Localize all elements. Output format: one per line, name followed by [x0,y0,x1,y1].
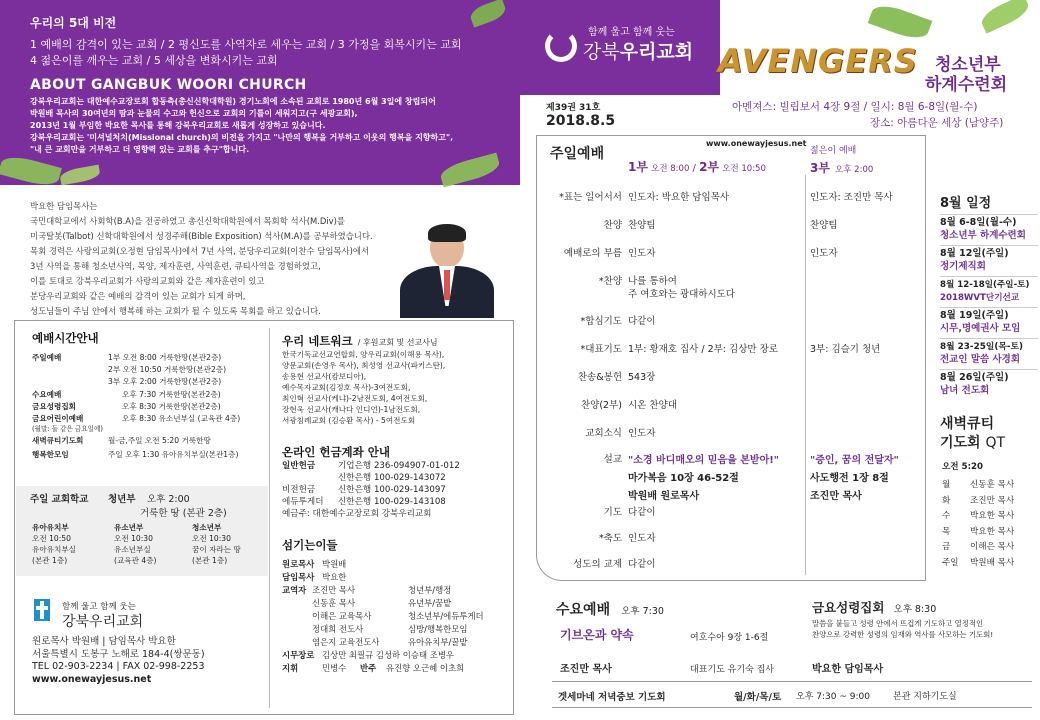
header-band-left [0,0,520,185]
friday-desc: 말씀을 붙들고 성령 안에서 뜨겁게 기도하고 열정적인 찬양으로 강력한 성령의 임재와 역사를 사모하는 기도회! [812,619,994,639]
vision-line-2: 4 젊은이를 깨우는 교회 / 5 세상을 변화시키는 교회 [30,54,278,67]
order-row: *표는 일어서서 인도자: 박요한 담임목사 인도자: 조진만 목사 [559,192,893,203]
wednesday-preacher: 조진만 목사 [560,664,612,675]
order-row: 찬양(2부) 시온 찬양대 [581,400,677,411]
divider [552,681,1032,682]
website: www.onewayjesus.net [706,139,807,148]
order-row: 찬송&봉헌 543장 [577,372,656,383]
network-header: 우리 네트워크 / 후원교회 및 선교사님 [282,334,438,348]
friday-header: 금요성령집회 오후 8:30 [812,600,937,615]
leaf-decoration [868,0,933,43]
schedule-title: 8월 일정 [940,196,992,211]
issue-date: 2018.8.5 [546,113,616,129]
contact-slogan: 함께 울고 함께 웃는 [62,602,136,612]
order-row: 성도의 교제 다같이 [573,559,656,570]
qt-time: 오전 5:20 [942,462,983,472]
church-logo-icon [545,30,577,62]
vision-title: 우리의 5대 비전 [30,16,117,30]
wednesday-ref: 여호수아 9장 1-6절 [690,633,769,643]
staff-list: 원로목사 박원배 담임목사 박요한 교역자 조진만 목사 청년부/행정 신동훈 목사 유년부/꿈밭 이해은 교육목사 청소년부/에듀투게더 정대희 전도사 심방/행복한모임 염은지 교육전도사 유아유치부/꿀밭 시무장로 김상만 최필규 김성하 이승태 조병우 지휘 민병수 반주 유진향 오근혜 이초희 [282,559,484,673]
giving-title: 온라인 헌금계좌 안내 [282,445,390,459]
order-row: *합심기도 다같이 [580,316,656,327]
gethsemane-place: 본관 지하기도실 [893,692,957,702]
order-row: 교회소식 인도자 [585,428,656,439]
school-col-2: 유소년부 오전 10:30 유소년부실 (교육관 4층) [114,523,157,565]
gethsemane-days: 월/화/목/토 [734,692,782,703]
wednesday-sermon: 기브온과 약속 [560,628,634,642]
event-detail-2: 장소: 아름다운 세상 (남양주) [870,117,1004,129]
about-title: ABOUT GANGBUK WOORI CHURCH [30,77,307,93]
divider [552,707,1032,708]
school-col-3: 청소년부 오전 10:30 꿈이 자라는 땅 (본관 1층) [192,523,241,565]
youth-place: 거룩한 땅 (본관 2층) [140,508,227,519]
gethsemane-title: 겟세마네 저녁중보 기도회 [558,692,666,703]
service-times-title: 예배시간안내 [32,331,99,345]
pastor-photo [392,222,500,318]
order-row: *찬양 나를 통하여 주 여호와는 광대하시도다 [598,276,735,300]
giving-list: 일반헌금 기업은행 236-094907-01-012 신한은행 100-029-143072 비전헌금 신한은행 100-029-143097 에듀투게더 신한은행 100-029-143108 예금주: 대한예수교장로회 강북우리교회 [282,461,460,519]
schedule-list: 8월 6-8일(월-수) 청소년부 하계수련회 8월 12일(주일) 정기제직회 8월 12-18일(주일-토) 2018WVT단기선교 8월 19일(주일) 시무,명예권사 모임 8월 23-25일(목-토) 전교인 말씀 사경회 8월 26일(주일) 남녀 전도회 [940,214,1038,397]
order-row: 찬양 찬양팀 찬양팀 [603,220,838,231]
event-detail-1: 아멘져스: 빌립보서 4장 9절 / 일시: 8월 6-8일(월-수) [732,101,978,113]
staff-title: 섬기는이들 [282,538,338,552]
order-row: 예배로의 부름 인도자 인도자 [563,248,838,259]
network-list: 한국기독교선교연합회, 양우리교회(이해용 목사), 양문교회(손영우 목사), 최성영 선교사(파키스탄), 송용현 선교사(캄보디아), 예수목자교회(김정호 목사)-3여전도회, 최인혁 선교사(케냐)-2남전도회, 4여전도회, 장현욱 선교사(캐나다 인디언)-1남전도회, 서광침례교회 (김승환 목사) - 5여전도회 [282,350,446,425]
event-title-1: 청소년부 [935,55,1001,75]
issue-number: 제39권 31호 [546,103,601,113]
worship-title: 주일예배 [550,146,605,162]
worship-parts: 1부 오전 8:00 / 2부 오전 10:50 [628,160,766,174]
church-name: 강북우리교회 [583,41,694,63]
contact-church-name: 강북우리교회 [62,614,144,630]
pastor-bio: 박요한 담임목사는 국민대학교에서 사회학(B.A)을 전공하였고 총신신학대학원에서 목회학 석사(M.Div)를 미국탈봇(Talbot) 신학대학원에서 성경주해(Bible Exposition) 석사(M.A)를 공부하였습니다. 목회 경력은 사랑의교회(오정현 담임목사)에서 7년 사역, 분당우리교회(이찬수 담임목사)에서 3년 사역을 통해 청소년사역, 목양, 제자훈련, 사역훈련, 큐티사역을 경험하였고, 이를 토대로 강북우리교회가 사랑의교회와 같은 제자훈련이 있고 분당우리교회와 같은 예배의 감격이 있는 교회가 되게 하며, 성도님들이 주님 안에서 행복해 하는 교회가 될 수 있도록 목회를 하고 있습니다. [30,201,373,316]
order-list [546,189,916,453]
worship-part3: 3부 오후 2:00 [810,161,874,175]
about-text: 강북우리교회는 대한예수교장로회 합동측(총신신학대학원) 경기노회에 소속된 교회로 1980년 6월 3일에 창립되어 박원배 목사의 30여년의 땀과 눈물의 수고와 헌신으로 교회의 기틀이 세워지고(구 세광교회), 2013년 1월 부임한 박요한 목사를 통해 강북우리교회로 새롭게 성장하고 있습니다. 강북우리교회는 '미셔널처치(Missional church)의 비전을 가지고 "나만의 행복을 거부하고 이웃의 행복을 지향하고", "내 큰 교회만을 거부하고 더 영향력 있는 교회를 추구"합니다. [30,97,454,154]
church-slogan: 함께 울고 함께 웃는 [588,27,675,38]
divider [269,328,270,708]
friday-preacher: 박요한 담임목사 [812,664,884,675]
youth-label: 청년부 [108,494,136,505]
qt-title: 새벽큐티 기도회 QT [940,416,1006,451]
wednesday-prayer: 대표기도 유기숙 집사 [690,665,774,675]
vision-line-1: 1 예배의 감격이 있는 교회 / 2 평신도를 사역자로 세우는 교회 / 3 가정을 회복시키는 교회 [30,38,462,51]
order-row: *축도 인도자 [598,533,656,544]
order-tail [546,504,916,582]
service-times-list: 주일예배 1부 오전 8:00 거룩한땅(본관2층) 2부 오전 10:50 거룩한땅(본관2층) 3부 오후 2:00 거룩한땅(본관2층) 수요예배 오후 7:30 거룩한땅(본관2층) 금요성령집회 오후 8:30 거룩한땅(본관2층) 금요어린이예배 오후 8:30 유소년부실 (교육관 4층) (월말: 둘 같은 금요일에) 새벽큐티기도회 월-금,주일 오전 5:20 거룩한땅 행복한모임 주일 오후 1:30 유아유치부실(본관1층) [32,353,241,459]
contact-info: 원로목사 박원배 | 담임목사 박요한 서울특별시 도봉구 노해로 184-4(쌍문동) TEL 02-903-2234 | FAX 02-998-2253 www.onewayjesus.net [32,636,205,685]
order-row: *대표기도 1부: 황재호 집사 / 2부: 김상만 장로 3부: 김슬기 청년 [580,344,881,355]
school-col-1: 유아유치부 오전 10:50 유아유치부실 (본관 1층) [32,523,77,565]
order-row: 기도 다같이 [603,507,656,518]
young-worship-tag: 젊은이 예배 [810,146,857,156]
youth-time: 오후 2:00 [147,494,190,505]
sunday-school-title: 주일 교회학교 [30,494,89,505]
leaf-decoration [978,0,1032,34]
avengers-logo: AVENGERS [718,42,918,80]
event-title-2: 하계수련회 [925,75,1008,95]
church-logo-icon [34,599,50,621]
gethsemane-time: 오후 7:30 ~ 9:00 [796,692,870,702]
qt-list: 월 신동훈 목사 화 조진만 목사 수 박요한 목사 목 박요한 목사 금 이해은 목사 주일 박원배 목사 [942,480,1015,568]
wednesday-header: 수요예배 오후 7:30 [556,602,664,618]
